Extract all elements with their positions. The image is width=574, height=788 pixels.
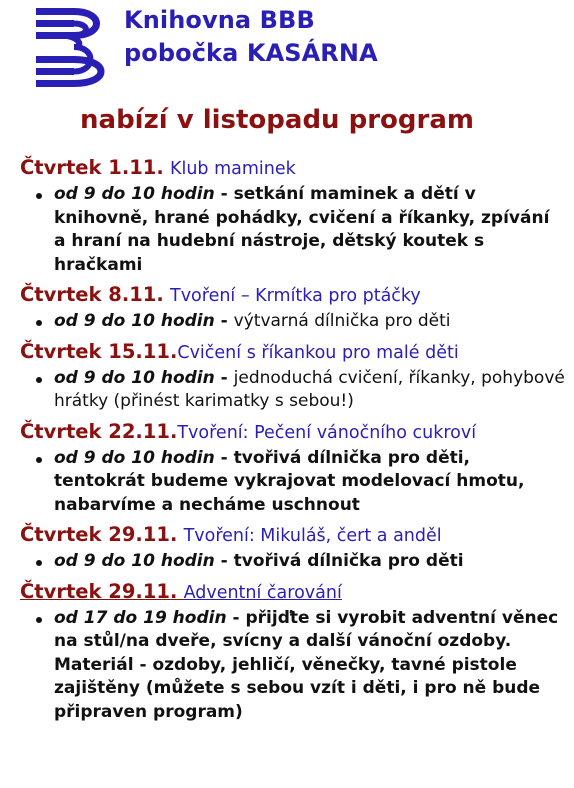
- event-name: Tvoření: Pečení vánočního cukroví: [177, 422, 477, 443]
- event-item: [20, 579, 565, 725]
- event-time: od 17 do 19 hodin: [54, 607, 227, 628]
- event-title: [20, 282, 565, 309]
- separator: -: [214, 551, 234, 571]
- event-details: [54, 607, 565, 725]
- event-description: tvořivá dílnička pro děti: [233, 551, 464, 571]
- bullet-icon: [36, 560, 42, 566]
- event-details: [54, 367, 565, 414]
- event-item: [20, 155, 565, 277]
- event-item: [20, 339, 565, 414]
- event-description: setkání maminek a dětí v knihovně, hrané pohádky, cvičení a říkanky, zpívání a hraní na hudební nástroje, dětský koutek s hračkami: [54, 184, 550, 275]
- header: [0, 0, 574, 100]
- event-time: od 9 do 10 hodin: [54, 551, 215, 571]
- event-name: Cvičení s říkankou pro malé děti: [177, 342, 459, 363]
- event-details: [54, 183, 565, 277]
- event-name: Klub maminek: [170, 159, 296, 179]
- library-name: [124, 4, 378, 70]
- program-headline: nabízí v listopadu program: [80, 105, 474, 135]
- bullet-icon: [36, 377, 42, 383]
- event-name: Tvoření: Mikuláš, čert a anděl: [183, 526, 442, 546]
- event-title: [20, 522, 565, 549]
- event-date: Čtvrtek 29.11.: [20, 579, 178, 603]
- event-title: [20, 155, 565, 182]
- library-logo-icon: [34, 6, 112, 88]
- event-details: [54, 310, 565, 334]
- event-item: [20, 522, 565, 574]
- event-date: Čtvrtek 22.11.: [20, 419, 178, 443]
- separator: -: [214, 311, 234, 331]
- event-item: [20, 419, 565, 518]
- event-description: přijďte si vyrobit adventní věnec na stůl/na dveře, svícny a další vánoční ozdoby. Materiál - ozdoby, jehličí, věnečky, tavné pistole zajištěny (můžete s sebou vzít i děti, i pro ně bude připraven program): [54, 607, 559, 722]
- event-description: výtvarná dílnička pro děti: [233, 311, 451, 331]
- event-date: Čtvrtek 8.11.: [20, 283, 164, 306]
- event-time: od 9 do 10 hodin: [54, 184, 215, 204]
- library-title: Knihovna BBB: [124, 6, 315, 34]
- event-date: Čtvrtek 1.11.: [20, 156, 164, 179]
- bullet-icon: [36, 457, 42, 463]
- event-time: od 9 do 10 hodin: [54, 447, 215, 468]
- bullet-icon: [36, 617, 42, 623]
- bullet-icon: [36, 320, 42, 326]
- separator: -: [214, 367, 234, 388]
- separator: -: [214, 447, 234, 468]
- event-title: [20, 419, 565, 446]
- event-link[interactable]: Adventní čarování: [183, 582, 342, 603]
- event-title: [20, 579, 565, 606]
- branch-name: pobočka KASÁRNA: [124, 39, 378, 67]
- event-title: [20, 339, 565, 366]
- event-name: Tvoření – Krmítka pro ptáčky: [170, 286, 421, 306]
- event-date: Čtvrtek 15.11.: [20, 339, 178, 363]
- separator: -: [214, 184, 234, 204]
- event-time: od 9 do 10 hodin: [54, 367, 215, 388]
- event-date: Čtvrtek 29.11.: [20, 523, 178, 546]
- bullet-icon: [36, 193, 42, 199]
- event-item: [20, 282, 565, 334]
- event-description: tvořivá dílnička pro děti, tentokrát budeme vykrajovat modelovací hmotu, nabarvíme a necháme uschnout: [54, 447, 525, 515]
- event-description: jednoduchá cvičení, říkanky, pohybové hrátky (přinést karimatky s sebou!): [54, 367, 565, 411]
- event-time: od 9 do 10 hodin: [54, 311, 215, 331]
- event-details: [54, 550, 565, 574]
- event-details: [54, 447, 565, 518]
- event-list: [20, 155, 565, 729]
- separator: -: [226, 607, 246, 628]
